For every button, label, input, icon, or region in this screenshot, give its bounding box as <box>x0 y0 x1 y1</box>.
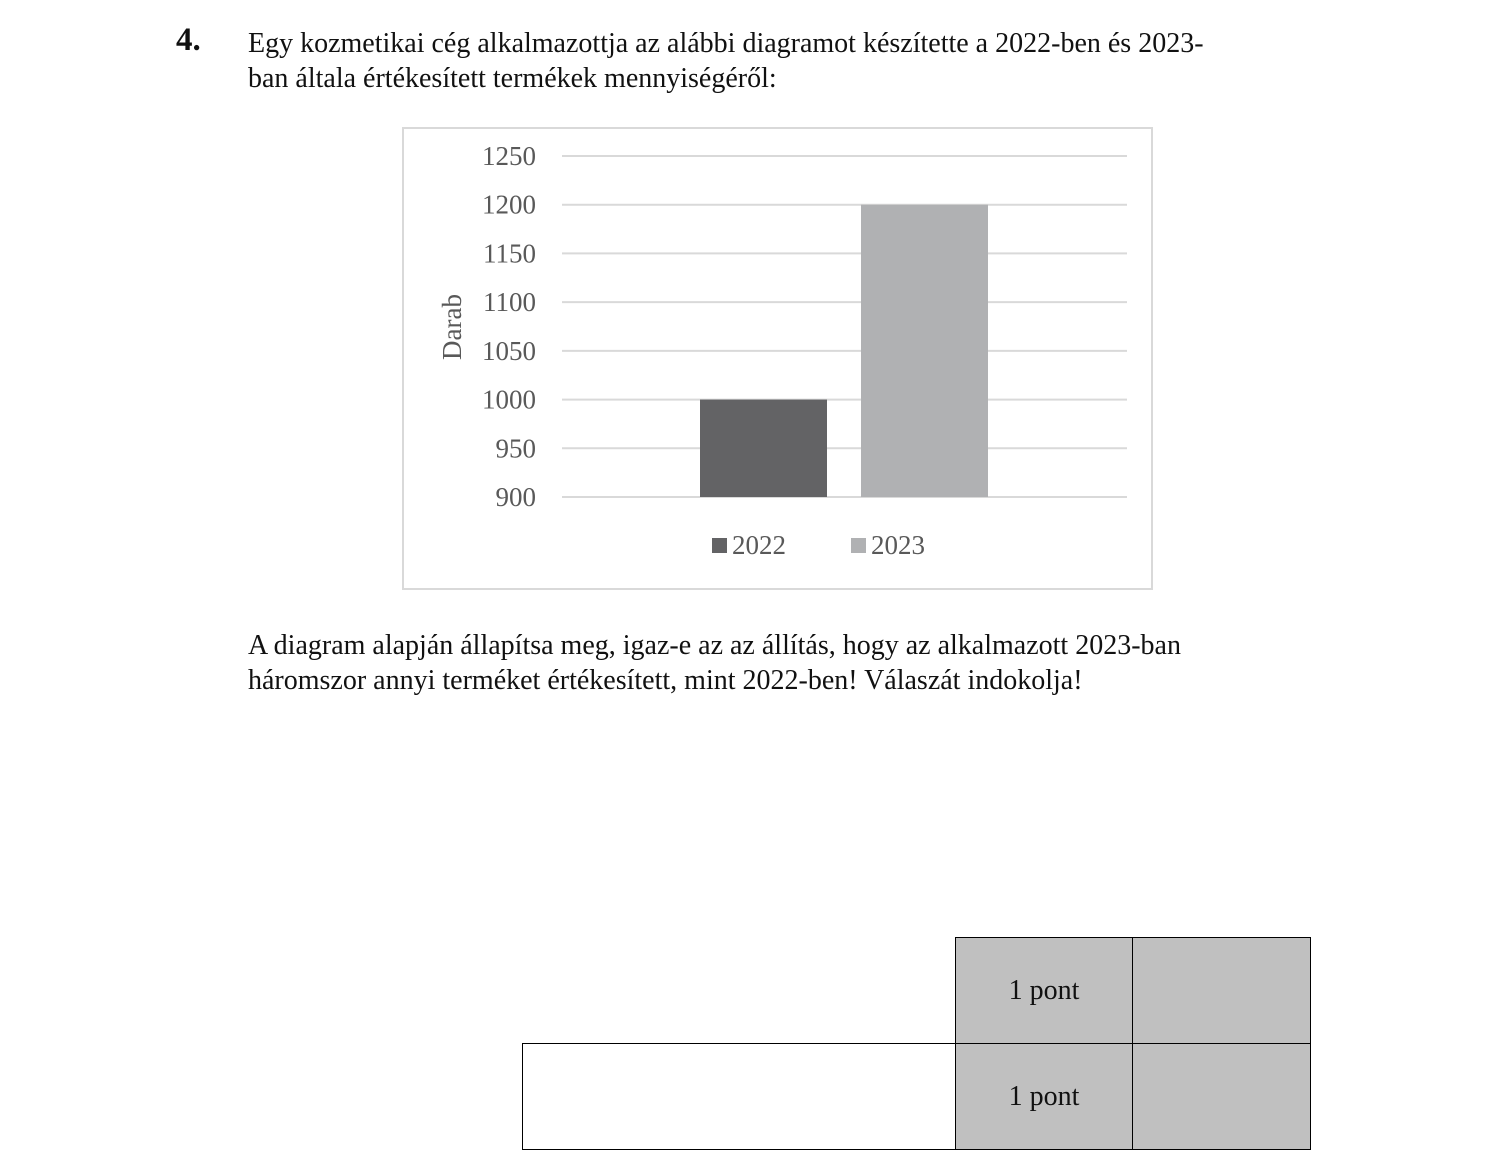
bar-chart <box>402 127 1153 590</box>
task-intro <box>248 26 1328 96</box>
legend-label: 2022 <box>732 530 786 560</box>
score-entry-cell <box>1132 937 1311 1044</box>
y-tick-label: 1200 <box>482 189 536 220</box>
y-tick-label: 1050 <box>482 335 536 366</box>
question-line: A diagram alapján állapítsa meg, igaz-e az az állítás, hogy az alkalmazott 2023-ban <box>248 630 1181 661</box>
task-question <box>248 628 1328 698</box>
y-tick-label: 900 <box>495 482 536 512</box>
question-line: háromszor annyi terméket értékesített, mint 2022-ben! Válaszát indokolja! <box>248 665 1083 696</box>
intro-line: Egy kozmetikai cég alkalmazottja az alábbi diagramot készítette a 2022-ben és 2023- <box>248 28 1204 59</box>
legend-swatch-2022 <box>712 538 727 553</box>
y-tick-label: 950 <box>495 433 536 464</box>
answer-box[interactable] <box>522 1043 956 1150</box>
points-cell <box>955 1043 1133 1150</box>
y-tick-label: 1000 <box>482 384 536 415</box>
score-entry-cell <box>1132 1043 1311 1150</box>
points-label: 1 pont <box>1008 974 1080 1006</box>
bar-2023 <box>861 205 988 497</box>
points-cell <box>955 937 1133 1044</box>
legend-swatch-2023 <box>851 538 866 553</box>
intro-line: ban általa értékesített termékek mennyiségéről: <box>248 63 777 94</box>
y-tick-label: 1100 <box>483 287 536 318</box>
legend-label: 2023 <box>871 530 925 560</box>
task-number: 4. <box>176 22 201 58</box>
y-axis-label: Darab <box>437 294 467 360</box>
y-tick-label: 1250 <box>482 141 536 171</box>
bar-2022 <box>700 400 827 497</box>
score-table <box>522 937 1311 1150</box>
y-tick-label: 1150 <box>483 238 536 269</box>
points-label: 1 pont <box>1008 1080 1080 1112</box>
